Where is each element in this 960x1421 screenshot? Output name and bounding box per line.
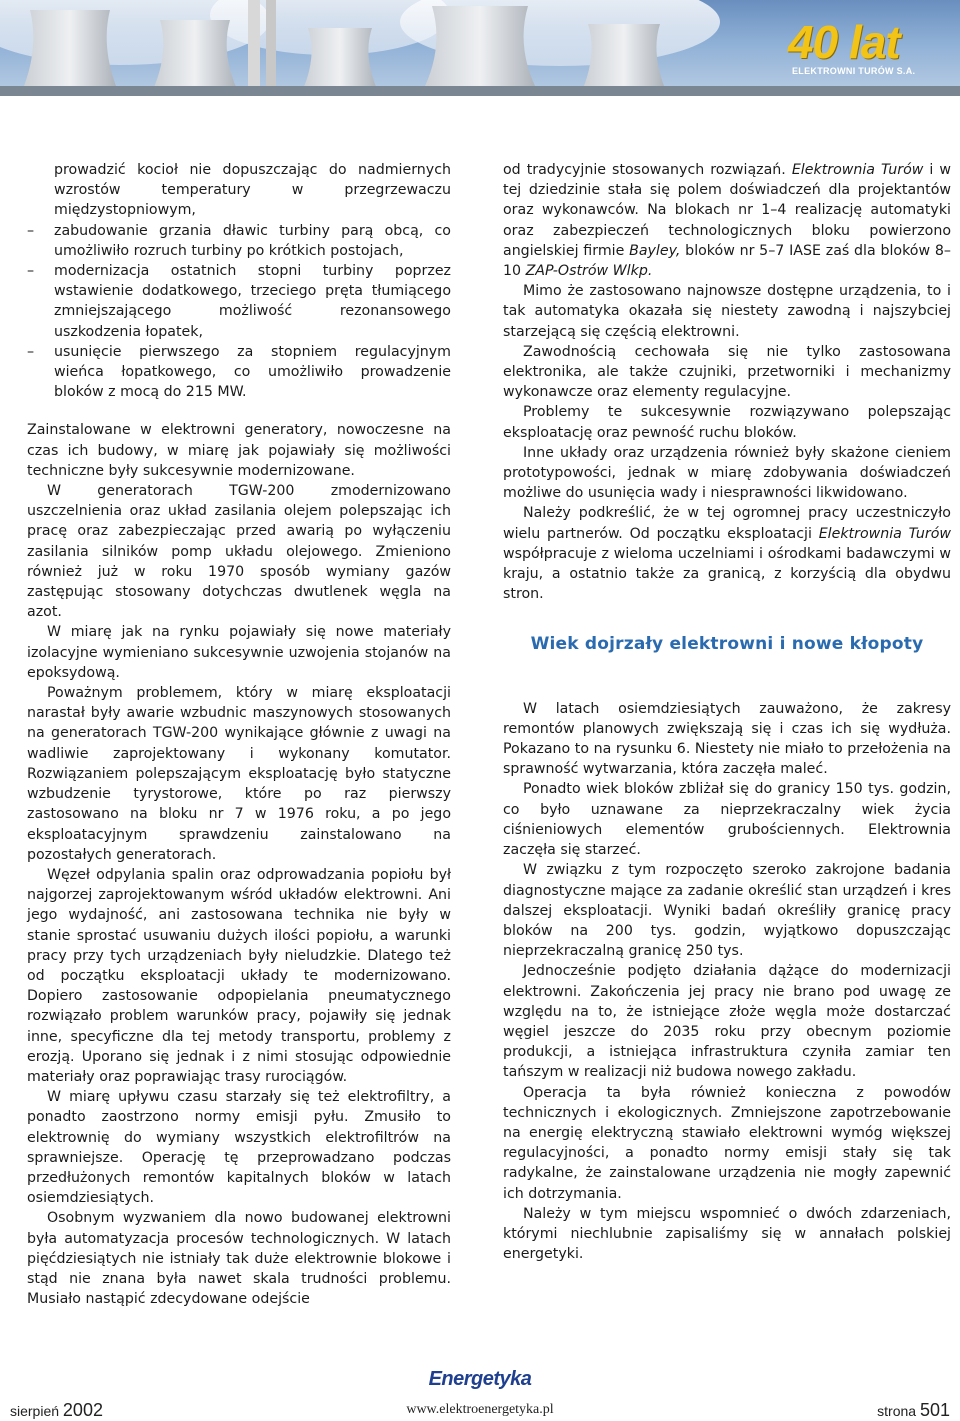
paragraph: Osobnym wyzwaniem dla nowo budowanej elektrowni była automatyzacja procesów technologicznych. W latach pięćdziesiątych nie istniały tak duże elektrownie blokowe i stąd nie znana była nawet skala trudności problemu. Musiało nastąpić zdecydowane odejście [27, 1210, 451, 1308]
section-heading: Wiek dojrzały elektrowni i nowe kłopoty [530, 634, 924, 655]
paragraph: Problemy te sukcesywnie rozwiązywano polepszając eksploatację oraz pewność ruchu bloków. [503, 404, 951, 441]
paragraph [503, 160, 951, 281]
text-span: bloków nr 5–7 IASE zaś dla bloków 8–10 [503, 242, 951, 280]
issue-year: 2002 [62, 1400, 103, 1420]
paragraph: Zawodnością cechowała się nie tylko zastosowana elektronika, ale także czujniki, przetworniki i mechanizmy wykonawcze oraz elementy regulacyjne. [503, 343, 951, 401]
logo-text: 40 lat [788, 16, 900, 68]
modernization-list [27, 160, 451, 402]
page-footer [0, 1360, 960, 1421]
paragraph: W związku z tym rozpoczęto szeroko zakrojone badania diagnostyczne mające za zadanie określić stan urządzeń i kres dalszej eksploatacji. Wyniki badań określiły granicę pracy bloków na 200 tys. godzin, wyjątkowo dopuszczając nieprzekraczalną granicę 250 tys. [503, 862, 951, 960]
paragraph: Inne układy oraz urządzenia również były skażone cieniem prototypowości, jednak w miarę zdobywania doświadczeń możliwe do usunięcia wady i niesprawności likwidowano. [503, 444, 951, 502]
list-item: – zabudowanie grzania dławic turbiny parą obcą, co umożliwiło rozruch turbiny po krótkich postojach, [27, 221, 451, 261]
paragraph: Operacja ta była również konieczna z powodów technicznych i ekologicznych. Zmniejszone zapotrzebowanie na energię elektryczną stawiało elektrowni wymóg większej regulacyjności, a ponadto normy emisji stały się tak radykalne, że zainstalowane urządzenia nie mogły zapewnić ich dotrzymania. [503, 1084, 951, 1202]
paragraph: Jednocześnie podjęto działania dążące do modernizacji elektrowni. Zakończenia jej pracy nie brano pod uwagę ze względu na to, że istniejące złoże węgla może dostarczać węgiel jeszcze do 2035 roku przy obecnym poziomie produkcji, a istniejąca infrastruktura czyniła zamiar ten tańszym w realizacji niż budowa nowego zakładu. [503, 963, 951, 1081]
paragraph: W miarę jak na rynku pojawiały się nowe materiały izolacyjne wymieniano sukcesywnie uzwojenia stojanów na epoksydową. [27, 624, 451, 681]
paragraph: Poważnym problemem, który w miarę eksploatacji narastał były awarie wzbudnic maszynowych stosowanych na generatorach TGW-200 wynikające głównie z uwagi na wadliwie zaprojektowany i wykonany komutator. Rozwiązaniem polepszającym eksploatację było statyczne wzbudzenie tyrystorowe, które po raz pierwszy zastosowano na bloku nr 7 w 1976 roku, a po jego eksploatacyjnym sprawdzeniu zainstalowano na pozostałych generatorach. [27, 685, 451, 863]
page-label: strona [877, 1403, 920, 1419]
italic-span: Elektrownia Turów [791, 162, 924, 178]
logo-subtitle: ELEKTROWNI TURÓW S.A. [792, 66, 916, 76]
italic-span: Elektrownia Turów [818, 525, 951, 542]
magazine-logo: Energetyka [428, 1368, 532, 1390]
paragraph: Ponadto wiek bloków zbliżał się do granicy 150 tys. godzin, co było uznawane za nieprzekraczalny wiek życia ciśnieniowych elementów grubościennych. Elektrownia zaczęła się starzeć. [503, 781, 951, 859]
right-column [503, 160, 951, 1264]
left-column [27, 160, 451, 1309]
text-span: i w tej dziedzinie stała się polem doświadczeń dla projektantów oraz wykonawców. Na blokach nr 1–4 realizację automatyki oraz zabezpieczeń technologicznych bloku powierzono angielskiej firmie [503, 162, 952, 259]
paragraph: W generatorach TGW-200 zmodernizowano uszczelnienia oraz układ zasilania olejem polepszając ich pracę oraz zabezpieczając przed awarią po wyłączeniu zasilania silników pomp układu olejowego. Zmieniono również już w roku 1970 sposób wymiany gazów zastępując stosowany dotychczas dwutlenek węgla na azot. [27, 483, 451, 621]
paragraph: W latach osiemdziesiątych zauważono, że zakresy remontów planowych zwiększają się i czas ich się wydłuża. Pokazano to na rysunku 6. Niestety nie miało to przełożenia na sprawność wytwarzania, która zaczęła maleć. [503, 700, 951, 778]
paragraph: Należy w tym miejscu wspomnieć o dwóch zdarzeniach, którymi niechlubnie zapisaliśmy się w annałach polskiej energetyki. [503, 1205, 951, 1263]
text-span: współpracuje z wieloma uczelniami i ośrodkami badawczymi w kraju, a ostatnio także za granicą, z korzyścią dla obydwu stron. [503, 545, 951, 603]
anniversary-logo [788, 18, 938, 80]
paragraph: Węzeł odpylania spalin oraz odprowadzania popiołu był najgorzej zaprojektowanym wśród układów elektrowni. Ani jego wydajność, ani zastosowana technika nie były w stanie sprostać usuwaniu dużych ilości popiołu, a warunki pracy przy tych urządzeniach były nieludzkie. Dlatego też od początku eksploatacji układy te modernizowano. Dopiero zastosowanie odpopielania pneumatycznego rozwiązało problem warunków pracy, pojawiły się jednak inne, specyficzne dla tej metody transportu, problemy z erozją. Uporano się jednak i z nimi stosując odpowiednie materiały oraz poprawiając trasy rurociągów. [27, 866, 451, 1085]
italic-span: Bayley, [629, 242, 681, 259]
list-item: – usunięcie pierwszego za stopniem regulacyjnym wieńca łopatkowego, co umożliwiło prowadzenie bloków z mocą do 215 MW. [27, 342, 451, 403]
paragraph [503, 503, 951, 604]
list-item: – modernizacja ostatnich stopni turbiny poprzez wstawienie dodatkowego, trzeciego pręta tłumiącego zmniejszającego możliwość rezonansowego uszkodzenia łopatek, [27, 261, 451, 342]
italic-span: ZAP-Ostrów Wlkp. [525, 263, 653, 280]
list-item-continued: prowadzić kocioł nie dopuszczając do nadmiernych wzrostów temperatury w przegrzewaczu międzystopniowym, [54, 162, 451, 219]
paragraph: Zainstalowane w elektrowni generatory, nowoczesne na czas ich budowy, w miarę jak pojawiały się możliwości techniczne były sukcesywnie modernizowane. [27, 422, 451, 479]
text-span: od tradycyjnie stosowanych rozwiązań. [503, 162, 792, 178]
paragraph: W miarę upływu czasu starzały się też elektrofiltry, a ponadto zaostrzono normy emisji pyłu. Zmusiło to elektrownię do wymiany wszystkich elektrofiltrów na sprawniejsze. Operację tę przeprowadzano podczas przedłużonych remontów kapitalnych bloków w latach osiemdziesiątych. [27, 1089, 451, 1207]
page-number [877, 1400, 950, 1421]
issue-month: sierpień [10, 1403, 63, 1419]
header-banner [0, 0, 960, 96]
text-span: Należy podkreślić, że w tej ogromnej pracy uczestniczyło wielu partnerów. Od początku eksploatacji [503, 505, 951, 542]
page-number-value: 501 [919, 1400, 950, 1420]
paragraph: Mimo że zastosowano najnowsze dostępne urządzenia, to i tak automatyka okazała się niestety zawodną i najszybciej starzejącą się częścią elektrowni. [503, 283, 951, 340]
website-link[interactable]: www.elektroenergetyka.pl [406, 1402, 554, 1417]
